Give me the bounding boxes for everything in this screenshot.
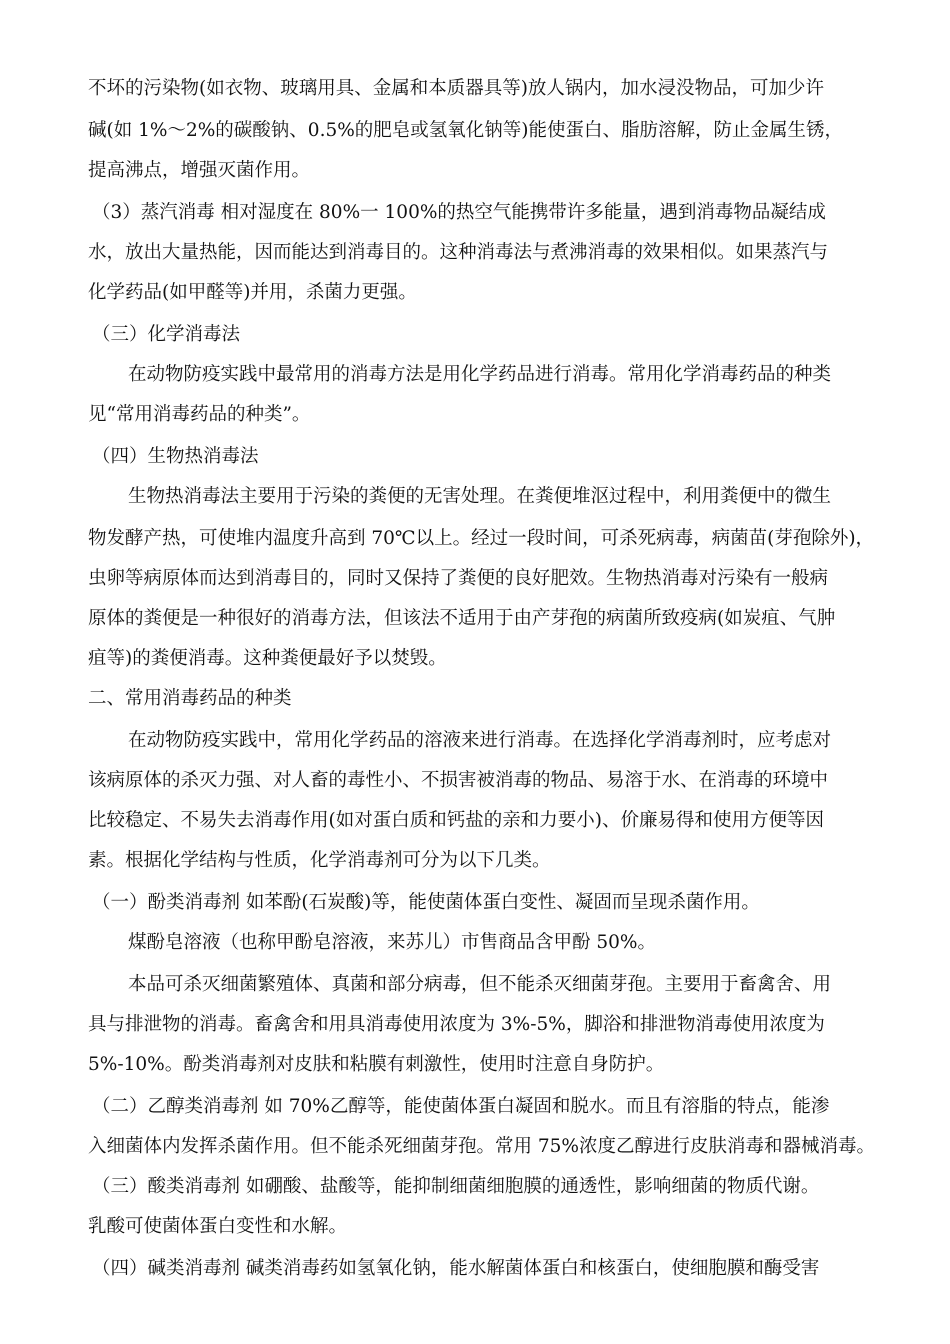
body-text-line: 生物热消毒法主要用于污染的粪便的无害处理。在粪便堆沤过程中，利用粪便中的微生 — [128, 486, 832, 507]
section-heading-phenols: （一）酚类消毒剂 如苯酚(石炭酸)等，能使菌体蛋白变性、凝固而呈现杀菌作用。 — [92, 892, 760, 913]
body-text-line: 具与排泄物的消毒。畜禽舍和用具消毒使用浓度为 3%-5%，脚浴和排泄物消毒使用浓度为 — [88, 1014, 825, 1035]
section-heading-disinfectants: 二、常用消毒药品的种类 — [88, 688, 292, 709]
body-text-line: 水，放出大量热能，因而能达到消毒目的。这种消毒法与煮沸消毒的效果相似。如果蒸汽与 — [88, 242, 829, 263]
body-text-line: 原体的粪便是一种很好的消毒方法，但该法不适用于由产芽孢的病菌所致疫病(如炭疽、气肿 — [88, 608, 836, 629]
section-heading-alkalis: （四）碱类消毒剂 碱类消毒药如氢氧化钠，能水解菌体蛋白和核蛋白，使细胞膜和酶受害 — [92, 1258, 820, 1279]
section-heading-steam: （3）蒸汽消毒 相对湿度在 80%一 100%的热空气能携带许多能量，遇到消毒物品凝结成 — [92, 202, 826, 223]
body-text-line: 化学药品(如甲醛等)并用，杀菌力更强。 — [88, 282, 417, 303]
body-text-line: 在动物防疫实践中最常用的消毒方法是用化学药品进行消毒。常用化学消毒药品的种类 — [128, 364, 832, 385]
body-text-line: 入细菌体内发挥杀菌作用。但不能杀死细菌芽孢。常用 75%浓度乙醇进行皮肤消毒和器械消毒。 — [88, 1136, 876, 1157]
body-text-line: 煤酚皂溶液（也称甲酚皂溶液，来苏儿）市售商品含甲酚 50%。 — [128, 932, 657, 953]
body-text-line: 5%-10%。酚类消毒剂对皮肤和粘膜有刺激性，使用时注意自身防护。 — [88, 1054, 665, 1075]
body-text-line: 见“常用消毒药品的种类”。 — [88, 404, 311, 425]
body-text-line: 物发酵产热，可使堆内温度升高到 70℃以上。经过一段时间，可杀死病毒，病菌苗(芽孢除外)， — [88, 528, 875, 549]
section-heading-bioheat: （四）生物热消毒法 — [92, 446, 259, 467]
body-text-line: 乳酸可使菌体蛋白变性和水解。 — [88, 1216, 348, 1237]
body-text-line: 比较稳定、不易失去消毒作用(如对蛋白质和钙盐的亲和力要小)、价廉易得和使用方便等因 — [88, 810, 824, 831]
body-text-line: 碱(如 1%～2%的碳酸钠、0.5%的肥皂或氢氧化钠等)能使蛋白、脂肪溶解，防止金属生锈， — [88, 120, 844, 141]
body-text-line: 不坏的污染物(如衣物、玻璃用具、金属和本质器具等)放人锅内，加水浸没物品，可加少许 — [88, 78, 824, 99]
body-text-line: 在动物防疫实践中，常用化学药品的溶液来进行消毒。在选择化学消毒剂时，应考虑对 — [128, 730, 832, 751]
body-text-line: 提高沸点，增强灭菌作用。 — [88, 160, 311, 181]
section-heading-acids: （三）酸类消毒剂 如硼酸、盐酸等，能抑制细菌细胞膜的通透性，影响细菌的物质代谢。 — [92, 1176, 820, 1197]
body-text-line: 素。根据化学结构与性质，化学消毒剂可分为以下几类。 — [88, 850, 551, 871]
section-heading-alcohols: （二）乙醇类消毒剂 如 70%乙醇等，能使菌体蛋白凝固和脱水。而且有溶脂的特点，能渗 — [92, 1096, 830, 1117]
section-heading-chemical: （三）化学消毒法 — [92, 324, 241, 345]
body-text-line: 疽等)的粪便消毒。这种粪便最好予以焚毁。 — [88, 648, 447, 669]
body-text-line: 该病原体的杀灭力强、对人畜的毒性小、不损害被消毒的物品、易溶于水、在消毒的环境中 — [88, 770, 829, 791]
body-text-line: 本品可杀灭细菌繁殖体、真菌和部分病毒，但不能杀灭细菌芽孢。主要用于畜禽舍、用 — [128, 974, 832, 995]
body-text-line: 虫卵等病原体而达到消毒目的，同时又保持了粪便的良好肥效。生物热消毒对污染有一般病 — [88, 568, 829, 589]
